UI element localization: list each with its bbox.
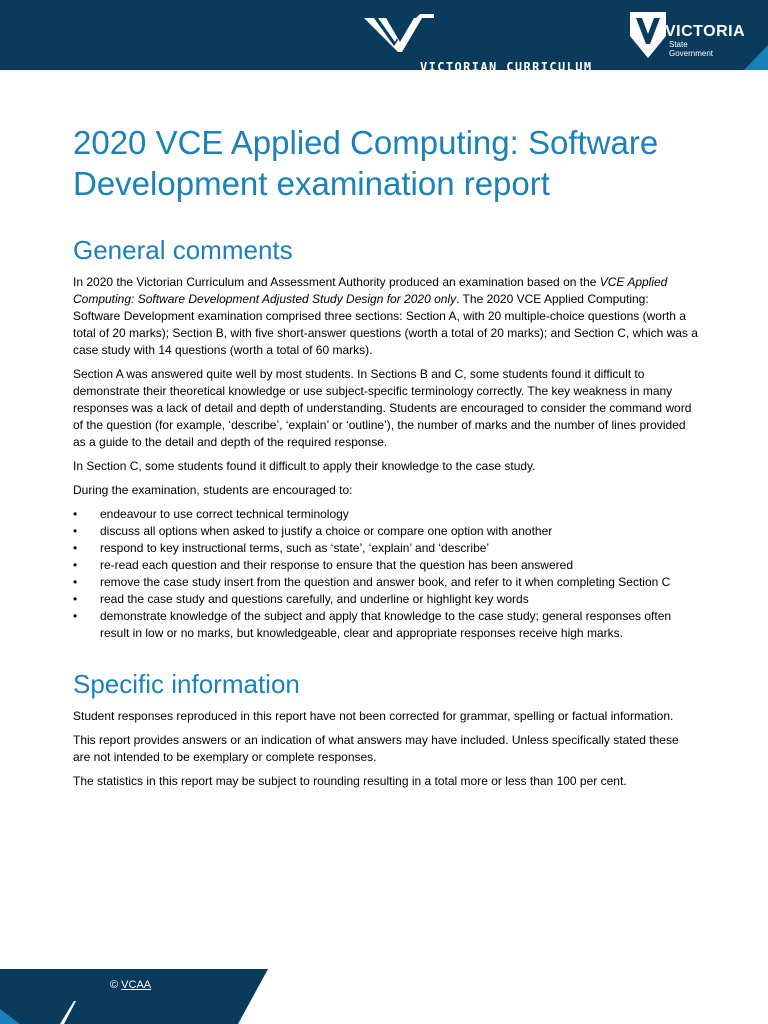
vcaa-line-2: AND ASSESSMENT AUTHORITY xyxy=(420,114,627,128)
general-paragraph-1 xyxy=(73,274,698,359)
victoria-government: Government xyxy=(669,49,714,58)
page-header xyxy=(0,0,768,128)
advice-list xyxy=(73,506,698,642)
list-item: • remove the case study insert from the question and answer book, and refer to it when completing Section C xyxy=(73,574,698,591)
specific-paragraph-1: Student responses reproduced in this report have not been corrected for grammar, spelling or factual information. xyxy=(73,709,674,723)
list-item: • endeavour to use correct technical terminology xyxy=(73,506,698,523)
study-design-title: VCE Applied Computing: Software Development Adjusted Study Design for 2020 only xyxy=(73,275,668,306)
list-item: • demonstrate knowledge of the subject and apply that knowledge to the case study; general responses often result in low or no marks, but knowledgeable, clear and appropriate responses receive high marks. xyxy=(73,608,698,642)
victoria-name: VICTORIA xyxy=(665,23,746,40)
victoria-state-logo-icon xyxy=(628,12,668,58)
vcaa-line-1: VICTORIAN CURRICULUM xyxy=(420,60,593,74)
vcaa-link[interactable]: VCAA xyxy=(121,979,152,991)
footer-band-shape xyxy=(0,969,300,1024)
specific-information-heading: Specific information xyxy=(73,669,300,699)
victoria-wordmark xyxy=(665,24,745,58)
page-footer xyxy=(0,969,768,1024)
general-paragraph-2: Section A was answered quite well by most students. In Sections B and C, some students found it difficult to demonstrate their theoretical knowledge or use subject-specific terminology correctly. The key weakness in many responses was a lack of detail and depth of understanding. Students are encouraged to consider the command word of the question (for example, ‘describe’, ‘explain’ or ‘outline’), the number of marks and the number of lines provided as a guide to the detail and depth of the required response. xyxy=(73,367,692,449)
general-comments-heading: General comments xyxy=(73,235,293,265)
general-p1-start: In 2020 the Victorian Curriculum and Assessment Authority produced an examination based on the xyxy=(73,275,600,289)
list-item: • discuss all options when asked to justify a choice or compare one option with another xyxy=(73,523,698,540)
specific-paragraph-2: This report provides answers or an indication of what answers may have included. Unless specifically stated these are not intended to be exemplary or complete responses. xyxy=(73,733,679,764)
general-paragraph-3: In Section C, some students found it difficult to apply their knowledge to the case study. xyxy=(73,459,536,473)
specific-paragraph-3: The statistics in this report may be subject to rounding resulting in a total more or less than 100 per cent. xyxy=(73,774,627,788)
copyright-symbol: © xyxy=(110,979,122,991)
header-accent-corner xyxy=(744,45,768,70)
report-content xyxy=(73,122,698,797)
page-title: 2020 VCE Applied Computing: Software Development examination report xyxy=(73,124,659,202)
list-item: • respond to key instructional terms, such as ‘state’, ‘explain’ and ‘describe’ xyxy=(73,540,698,557)
victoria-state: State xyxy=(669,40,688,49)
general-paragraph-4: During the examination, students are encouraged to: xyxy=(73,483,353,497)
copyright-notice xyxy=(110,979,151,991)
list-item: • read the case study and questions carefully, and underline or highlight key words xyxy=(73,591,698,608)
general-p1-end: . The 2020 VCE Applied Computing: Software Development examination comprised three sections: Section A, with 20 multiple-choice questions (worth a total of 20 marks); Section B, with five short-answer questions (worth a total of 20 marks); and Section C, which was a case study with 14 questions (worth a total of 60 marks). xyxy=(73,292,698,357)
list-item: • re-read each question and their response to ensure that the question has been answered xyxy=(73,557,698,574)
